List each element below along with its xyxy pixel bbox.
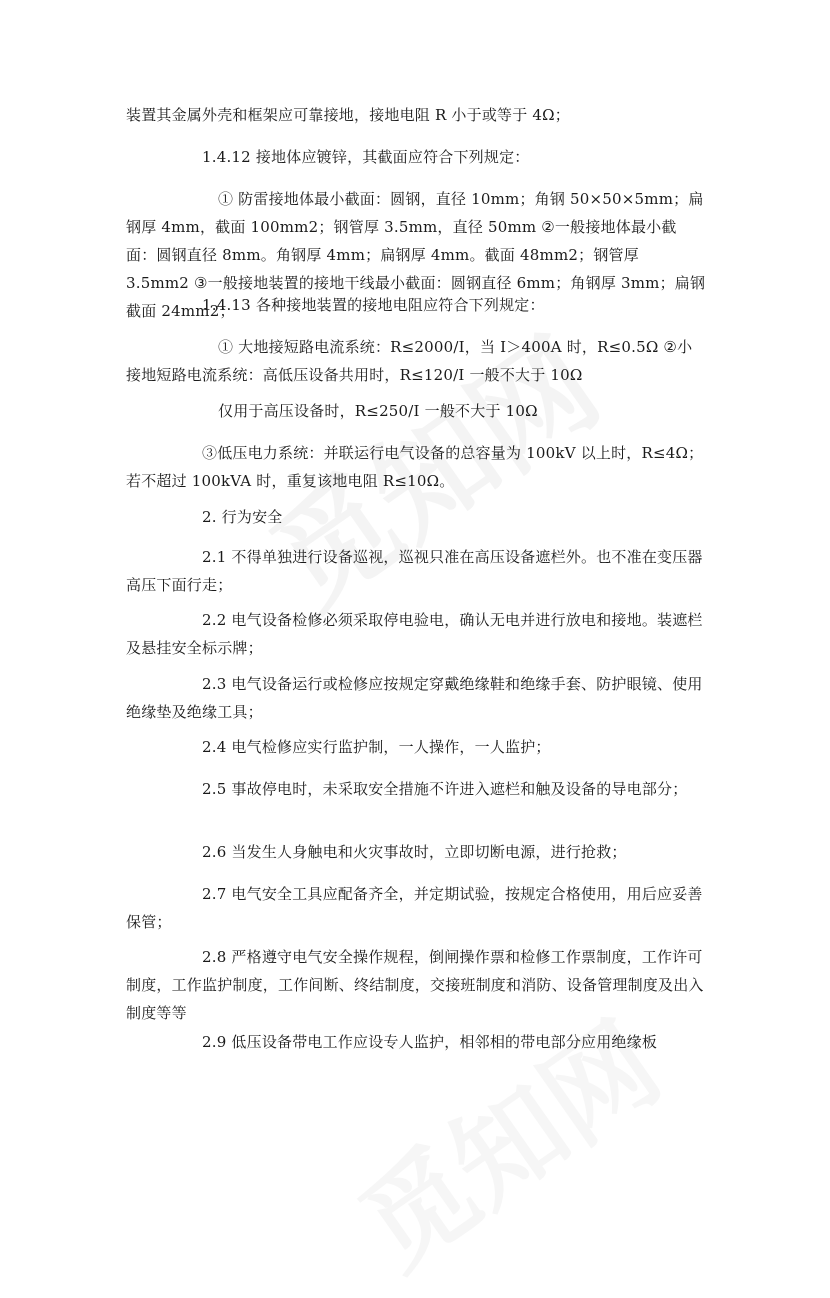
paragraph-2-2: 2.2 电气设备检修必须采取停电验电，确认无电并进行放电和接地。装遮栏及悬挂安全标示牌；: [126, 611, 703, 657]
paragraph-2-8: 2.8 严格遵守电气安全操作规程，倒闸操作票和检修工作票制度，工作许可制度，工作监护制度，工作间断、终结制度，交接班制度和消防、设备管理制度及出入制度等等: [126, 948, 704, 1022]
paragraph-section-1-4-13: 1.4.13 各种接地装置的接地电阻应符合下列规定：: [202, 296, 545, 314]
paragraph-2-5: 2.5 事故停电时，未采取安全措施不许进入遮栏和触及设备的导电部分；: [202, 780, 688, 798]
paragraph-2-6: 2.6 当发生人身触电和火灾事故时，立即切断电源，进行抢救；: [202, 843, 627, 861]
paragraph-2-7: 2.7 电气安全工具应配备齐全，并定期试验，按规定合格使用，用后应妥善保管；: [126, 885, 703, 931]
paragraph-high-voltage-only: 仅用于高压设备时，R≤250/I 一般不大于 10Ω: [218, 402, 538, 420]
paragraph-short-circuit-systems: ① 大地接短路电流系统：R≤2000/I，当 I＞400A 时，R≤0.5Ω ②小接地短路电流系统：高低压设备共用时，R≤120/I 一般不大于 10Ω: [126, 338, 693, 384]
paragraph-section-1-4-12: 1.4.12 接地体应镀锌，其截面应符合下列规定：: [202, 148, 530, 166]
paragraph-2-9: 2.9 低压设备带电工作应设专人监护，相邻相的带电部分应用绝缘板: [202, 1033, 658, 1051]
paragraph-grounding-cross-sections: ① 防雷接地体最小截面：圆钢，直径 10mm；角钢 50×50×5mm；扁钢厚 4mm，截面 100mm2；钢管厚 3.5mm，直径 50mm ②一般接地体最小截面：圆钢直径 8mm。角钢厚 4mm；扁钢厚 4mm。截面 48mm2；钢管厚 3.5mm2 ③一般接地装置的接地干线最小截面：圆钢直径 6mm；角钢厚 3mm；扁钢截面 24mm2；: [126, 190, 706, 320]
paragraph-2-3: 2.3 电气设备运行或检修应按规定穿戴绝缘鞋和绝缘手套、防护眼镜、使用绝缘垫及绝缘工具；: [126, 675, 703, 721]
paragraph-grounding-resistance: 装置其金属外壳和框架应可靠接地，接地电阻 R 小于或等于 4Ω；: [126, 106, 570, 124]
section-heading-behavior-safety: 2. 行为安全: [202, 508, 283, 526]
paragraph-2-4: 2.4 电气检修应实行监护制，一人操作，一人监护；: [202, 738, 551, 756]
paragraph-low-voltage-system: ③低压电力系统：并联运行电气设备的总容量为 100kV 以上时，R≤4Ω；若不超过 100kVA 时，重复该地电阻 R≤10Ω。: [126, 444, 704, 490]
paragraph-2-1: 2.1 不得单独进行设备巡视，巡视只准在高压设备遮栏外。也不准在变压器高压下面行走；: [126, 548, 703, 594]
